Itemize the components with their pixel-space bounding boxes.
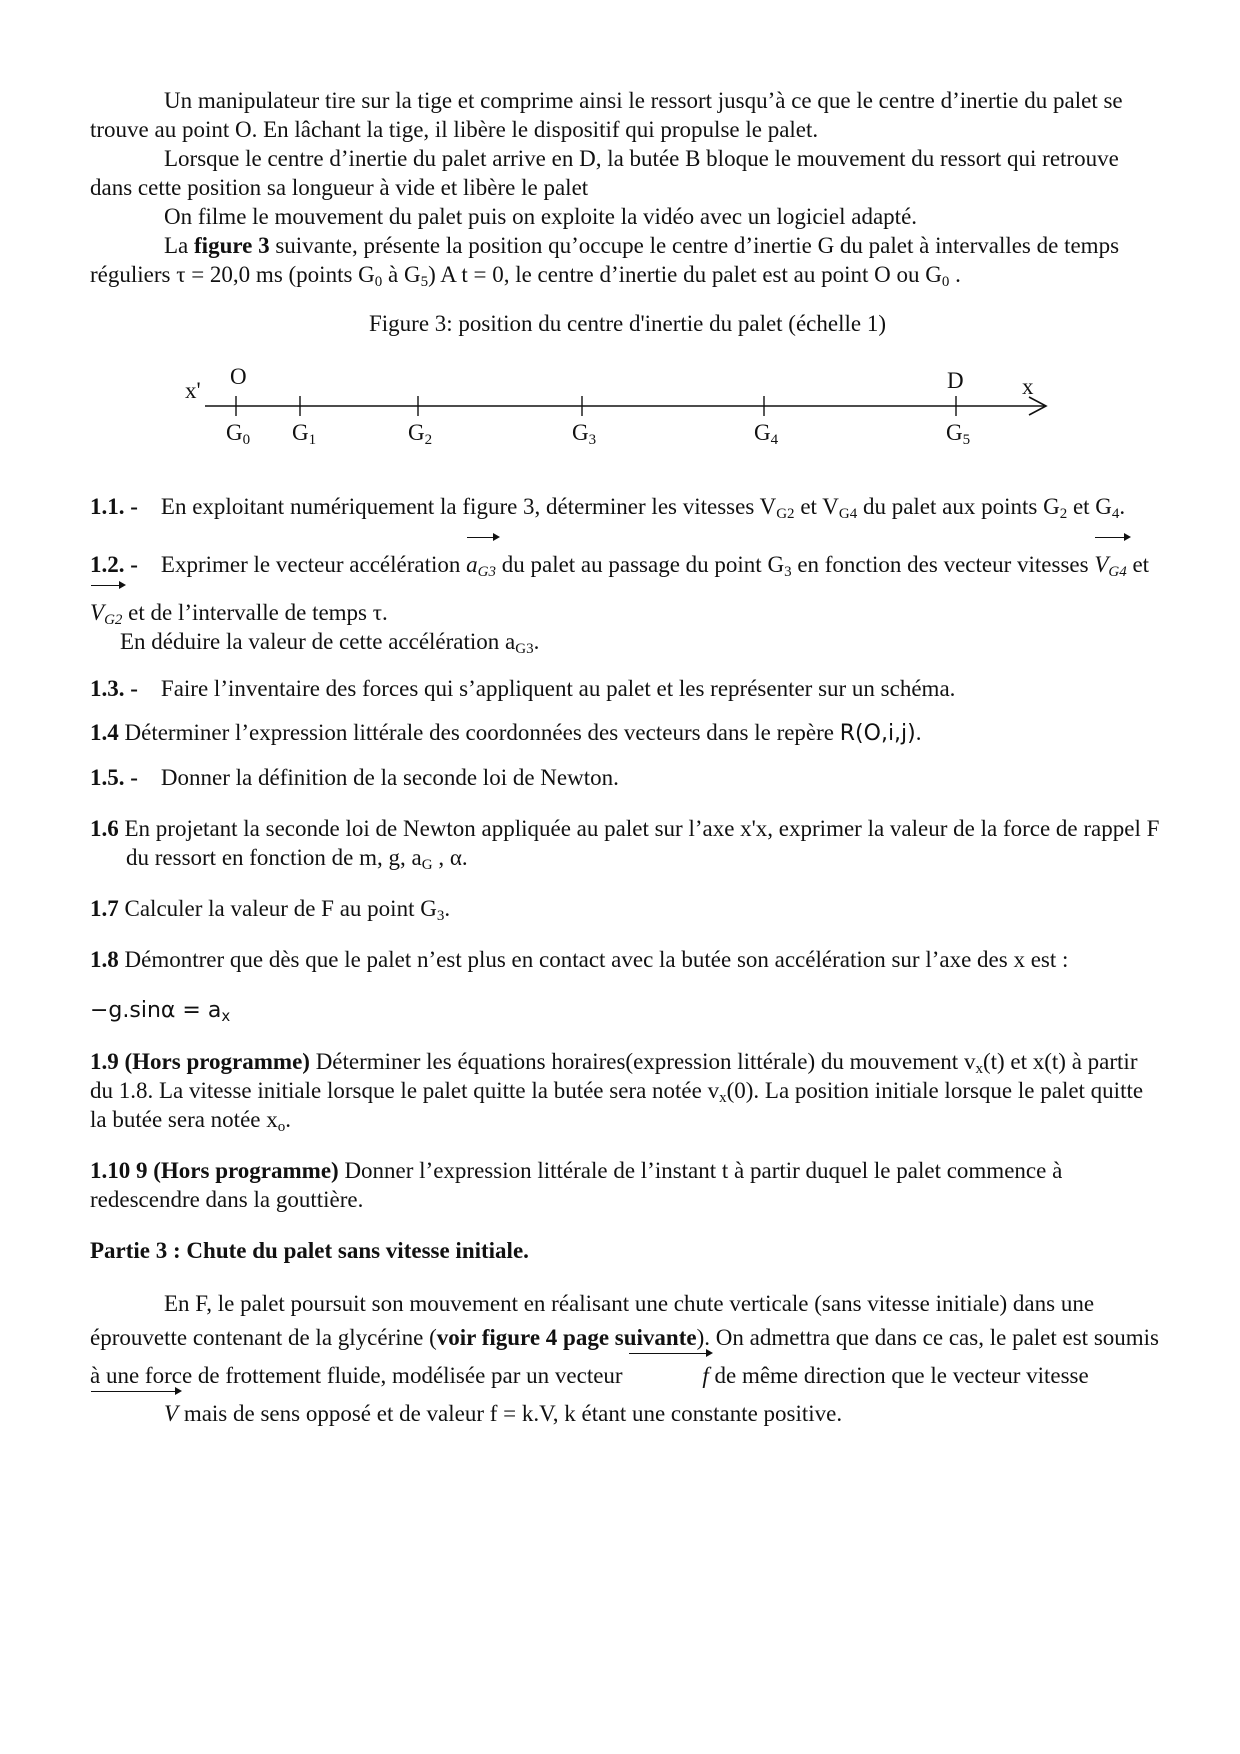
question-1-8: 1.8 Démontrer que dès que le palet n’est plus en contact avec la butée son accélération sur l’axe des x est : bbox=[90, 947, 1069, 972]
question-1-7: 1.7 Calculer la valeur de F au point $G_3$. bbox=[90, 896, 451, 924]
point-label-g3: $G_3$ bbox=[572, 420, 597, 448]
question-1-3: 1.3. - Faire l’inventaire des forces qui s’appliquent au palet et les représenter sur un schéma. bbox=[90, 676, 956, 701]
acceleration-formula: $-g.\sin\alpha = a_x$ bbox=[90, 998, 231, 1025]
repere-notation: R(O,i,j) bbox=[839, 721, 916, 746]
origin-label: O bbox=[230, 364, 247, 389]
intro-paragraph-4: La figure 3 suivante, présente la position qu’occupe le centre d’inertie G du palet à intervalles de temps réguliers τ = 20,0 ms (points $G_0$ à $G_5$) A t = 0, le centre d’inertie du palet est au point O ou $G_0$ . bbox=[90, 233, 1120, 290]
question-1-2-deduce: En déduire la valeur de cette accélération $a_{G3}$. bbox=[120, 629, 540, 657]
point-d-label: D bbox=[947, 368, 964, 393]
axis-start-label: x' bbox=[185, 378, 201, 403]
axis-diagram bbox=[90, 364, 1165, 474]
document-page bbox=[90, 86, 1165, 1431]
figure-3-axis bbox=[90, 364, 1165, 474]
question-1-2: 1.2. - Exprimer le vecteur accélération $a_{G3}$ du palet au passage du point $G_3$ en fonction des vecteur vitesses $V_{G4}$ et $V_{G2}$ et de l’intervalle de temps τ. bbox=[90, 539, 1165, 635]
intro-paragraph-2: Lorsque le centre d’inertie du palet arrive en D, la butée B bloque le mouvement du ressort qui retrouve dans cette position sa longueur à vide et libère le palet bbox=[90, 146, 1119, 200]
velocity-vector-g2: $V_{G2}$ bbox=[90, 587, 122, 635]
question-1-1: 1.1. - En exploitant numériquement la figure 3, déterminer les vitesses $V_{G2}$ et $V_{G4}$ du palet aux points $G_2$ et $G_4$. bbox=[90, 494, 1126, 522]
question-1-4: 1.4 Déterminer l’expression littérale des coordonnées des vecteurs dans le repère R(O,i,j). bbox=[90, 720, 922, 746]
question-1-5: 1.5. - Donner la définition de la seconde loi de Newton. bbox=[90, 765, 619, 790]
question-1-6: 1.6 En projetant la seconde loi de Newton appliquée au palet sur l’axe x'x, exprimer la valeur de la force de rappel F du ressort en fonction de m, g, $a_G$ , α. bbox=[90, 816, 1160, 873]
point-label-g0: $G_0$ bbox=[226, 420, 251, 448]
partie-3-paragraph: En F, le palet poursuit son mouvement en réalisant une chute verticale (sans vitesse initiale) dans une éprouvette contenant de la glycérine (voir figure 4 page suivante). On admettra que dans ce cas, le palet est soumis à une force de frottement fluide, modélisée par un vecteur f de même direction que le vecteur vitesse V mais de sens opposé et de valeur f = k.V, k étant une constante positive. bbox=[90, 1287, 1165, 1431]
question-1-10: 1.10 9 (Hors programme) Donner l’expression littérale de l’instant t à partir duquel le palet commence à redescendre dans la gouttière. bbox=[90, 1158, 1063, 1212]
intro-paragraph-3: On filme le mouvement du palet puis on exploite la vidéo avec un logiciel adapté. bbox=[164, 204, 918, 229]
point-label-g1: $G_1$ bbox=[292, 420, 317, 448]
partie-3-title: Partie 3 : Chute du palet sans vitesse initiale. bbox=[90, 1238, 529, 1263]
velocity-vector: V bbox=[90, 1393, 178, 1431]
point-label-g2: $G_2$ bbox=[408, 420, 433, 448]
point-label-g4: $G_4$ bbox=[754, 420, 779, 448]
axis-end-label: x bbox=[1022, 374, 1034, 399]
question-1-9: 1.9 (Hors programme) Déterminer les équations horaires(expression littérale) du mouvement $v_x(t)$ et x(t) à partir du 1.8. La vitesse initiale lorsque le palet quitte la butée sera notée $v_x(0)$. La position initiale lorsque le palet quitte la butée sera notée $x_o$. bbox=[90, 1049, 1144, 1135]
friction-force-vector: f bbox=[628, 1355, 708, 1393]
point-label-g5: $G_5$ bbox=[946, 420, 971, 448]
figure-caption: Figure 3: position du centre d'inertie du palet (échelle 1) bbox=[368, 311, 886, 336]
acceleration-vector: $a_{G3}$ bbox=[466, 539, 496, 587]
velocity-vector-g4: $V_{G4}$ bbox=[1094, 539, 1126, 587]
intro-paragraph-1: Un manipulateur tire sur la tige et comprime ainsi le ressort jusqu’à ce que le centre d’inertie du palet se trouve au point O. En lâchant la tige, il libère le dispositif qui propulse le palet. bbox=[90, 88, 1123, 142]
